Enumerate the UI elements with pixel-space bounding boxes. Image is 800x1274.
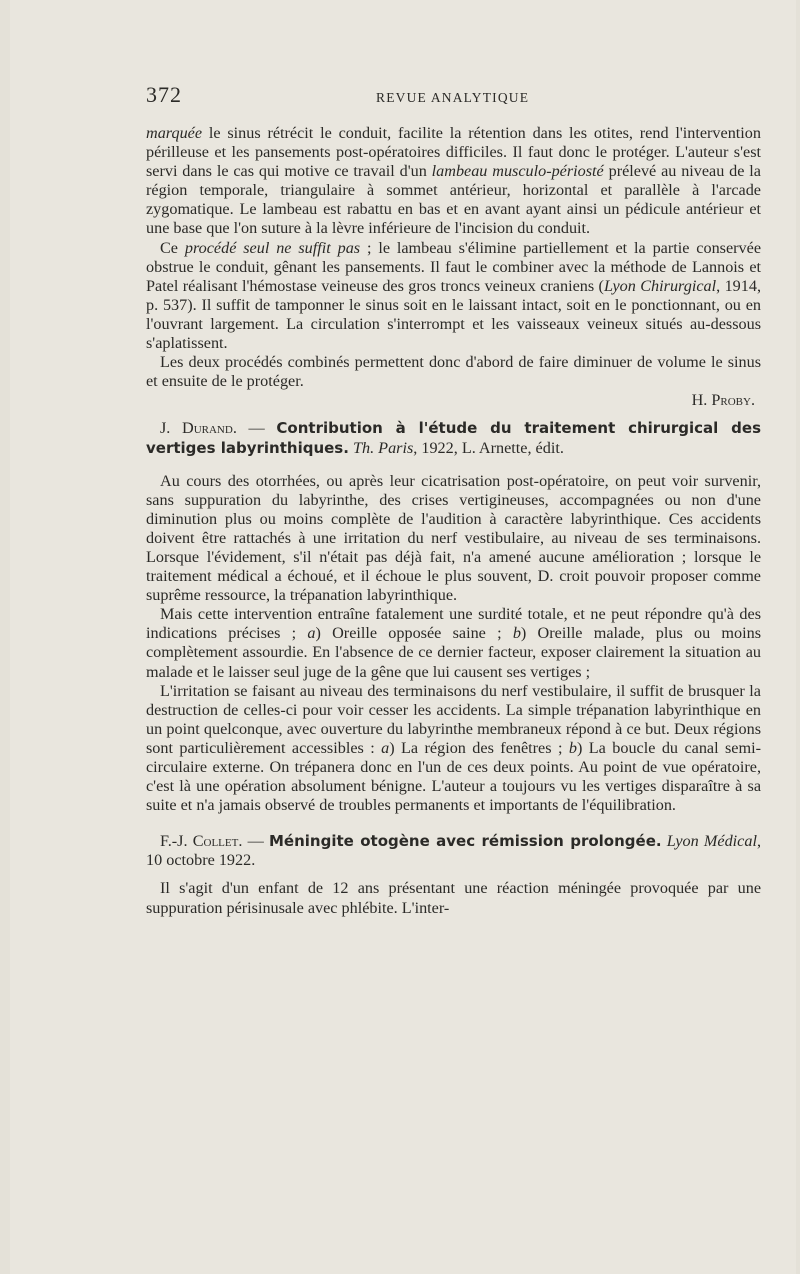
article-heading: J. Durand. — Contribution à l'étude du traitement chirurgical des vertiges labyrinthiques. Th. Paris, 1922, L. Arnette, édit. bbox=[146, 419, 761, 457]
italic-run: b bbox=[512, 624, 521, 643]
text-run: ) Oreille opposée saine ; bbox=[315, 624, 513, 643]
text-run: ; le lambeau s'élimine partiellement et la partie conservée obstrue le conduit, gênant les pansements. Il faut le combiner avec la méthode de Lannois et Patel réalisant l'hémostase veineuse des gros troncs veineux craniens ( bbox=[146, 238, 762, 295]
text-run: Mais cette intervention entraîne fatalement une surdité totale, et ne peut répondre qu'à des indications précises ; bbox=[146, 605, 761, 643]
article-title: Méningite otogène avec rémission prolongée. bbox=[269, 832, 662, 851]
paragraph bbox=[146, 124, 761, 239]
paragraph bbox=[146, 682, 761, 816]
paragraph bbox=[146, 879, 761, 917]
page-header bbox=[146, 82, 761, 112]
article-title: Contribution à l'étude du traitement chirurgical des vertiges labyrinthiques. bbox=[146, 419, 761, 457]
italic-run: a bbox=[381, 738, 390, 757]
text-run: L'irritation se faisant au niveau des terminaisons du nerf vestibulaire, il suffit de brusquer la destruction de celles-ci pour voir cesser les accidents. La simple trépanation labyrinthique en un point quelconque, avec ouverture du labyrinthe membraneux répond à ce but. Deux régions sont particulièrement accessibles : bbox=[146, 681, 761, 757]
page-number: 372 bbox=[146, 82, 182, 107]
text-run: Ce bbox=[160, 238, 185, 257]
paragraph bbox=[146, 605, 761, 681]
text-run: ) La boucle du canal semi-circulaire externe. On trépanera donc en l'un de ces deux points. Au point de vue opératoire, c'est là une opération absolument bénigne. L'auteur a toujours vu les vertiges disparaître à sa suite et n'a jamais observé de troubles permanents et importants de l'équilibration. bbox=[146, 738, 761, 815]
article-source: Lyon Médical bbox=[666, 832, 757, 851]
italic-run: b bbox=[568, 738, 577, 757]
text-run: Il s'agit d'un enfant de 12 ans présentant une réaction méningée provoquée par une suppuration périsinusale avec phlébite. L'inter- bbox=[146, 879, 761, 917]
text-run: Au cours des otorrhées, ou après leur cicatrisation post-opératoire, on peut voir survenir, sans suppuration du labyrinthe, des crises vertigineuses, accompagnées ou non d'une diminution plus ou moins complète de l'audition à caractère labyrinthique. Ces accidents doivent être rattachés à une irritation du nerf vestibulaire, au niveau de ses terminaisons. Lorsque l'évidement, s'il n'était pas déjà fait, n'a amené aucune amélioration ; lorsque le traitement médical a échoué, et il échoue le plus souvent, D. croit pouvoir proposer comme suprême ressource, la trépanation labyrinthique. bbox=[146, 471, 761, 605]
paragraph bbox=[146, 239, 761, 354]
text-run: prélevé au niveau de la région temporale, triangulaire à sommet antérieur, horizontal et parallèle à l'arcade zygomatique. Le lambeau est rabattu en bas et en avant ayant ainsi un pédicule antérieur et une base que l'on suture à la lèvre inférieure de l'incision du conduit. bbox=[146, 162, 761, 238]
text-run: ) Oreille malade, plus ou moins complètement assourdie. En l'absence de ce dernier facteur, exposer clairement la situation au malade et le laisser seul juge de la gêne que lui causent ses vertiges ; bbox=[146, 624, 761, 681]
text-run: Les deux procédés combinés permettent donc d'abord de faire diminuer de volume le sinus et ensuite de le protéger. bbox=[146, 353, 761, 391]
author-signature: H. Proby. bbox=[691, 391, 755, 410]
paragraph bbox=[146, 353, 761, 391]
text-run: le sinus rétrécit le conduit, facilite la rétention dans les otites, rend l'intervention périlleuse et les pansements post-opératoires difficiles. Il faut donc le protéger. L'auteur s'est servi dans le cas qui motive ce travail d'un bbox=[146, 124, 761, 181]
article-source: Th. Paris bbox=[352, 438, 414, 457]
paragraph bbox=[146, 472, 761, 606]
italic-run: lambeau musculo-périosté bbox=[431, 162, 604, 181]
page-body bbox=[146, 124, 761, 918]
italic-run: a bbox=[307, 624, 316, 643]
article-author: J. Durand. bbox=[160, 419, 237, 438]
article-heading: F.-J. Collet. — Méningite otogène avec rémission prolongée. Lyon Médical, 10 octobre 1922. bbox=[146, 832, 761, 870]
running-title: REVUE ANALYTIQUE bbox=[376, 90, 530, 105]
text-run: ) La région des fenêtres ; bbox=[389, 738, 569, 757]
italic-run: marquée bbox=[146, 124, 203, 142]
book-page bbox=[10, 0, 796, 1274]
italic-run: Lyon Chirurgical bbox=[603, 276, 717, 295]
italic-run: procédé seul ne suffit pas bbox=[184, 238, 361, 257]
text-run: , 1914, p. 537). Il suffit de tamponner le sinus soit en le laissant intact, soit en le ponctionnant, ou en l'ouvrant largement. La circulation s'interrompt et les vaisseaux veineux situés au-dessous s'aplatissent. bbox=[146, 276, 761, 353]
article-author: F.-J. Collet. bbox=[160, 832, 243, 851]
